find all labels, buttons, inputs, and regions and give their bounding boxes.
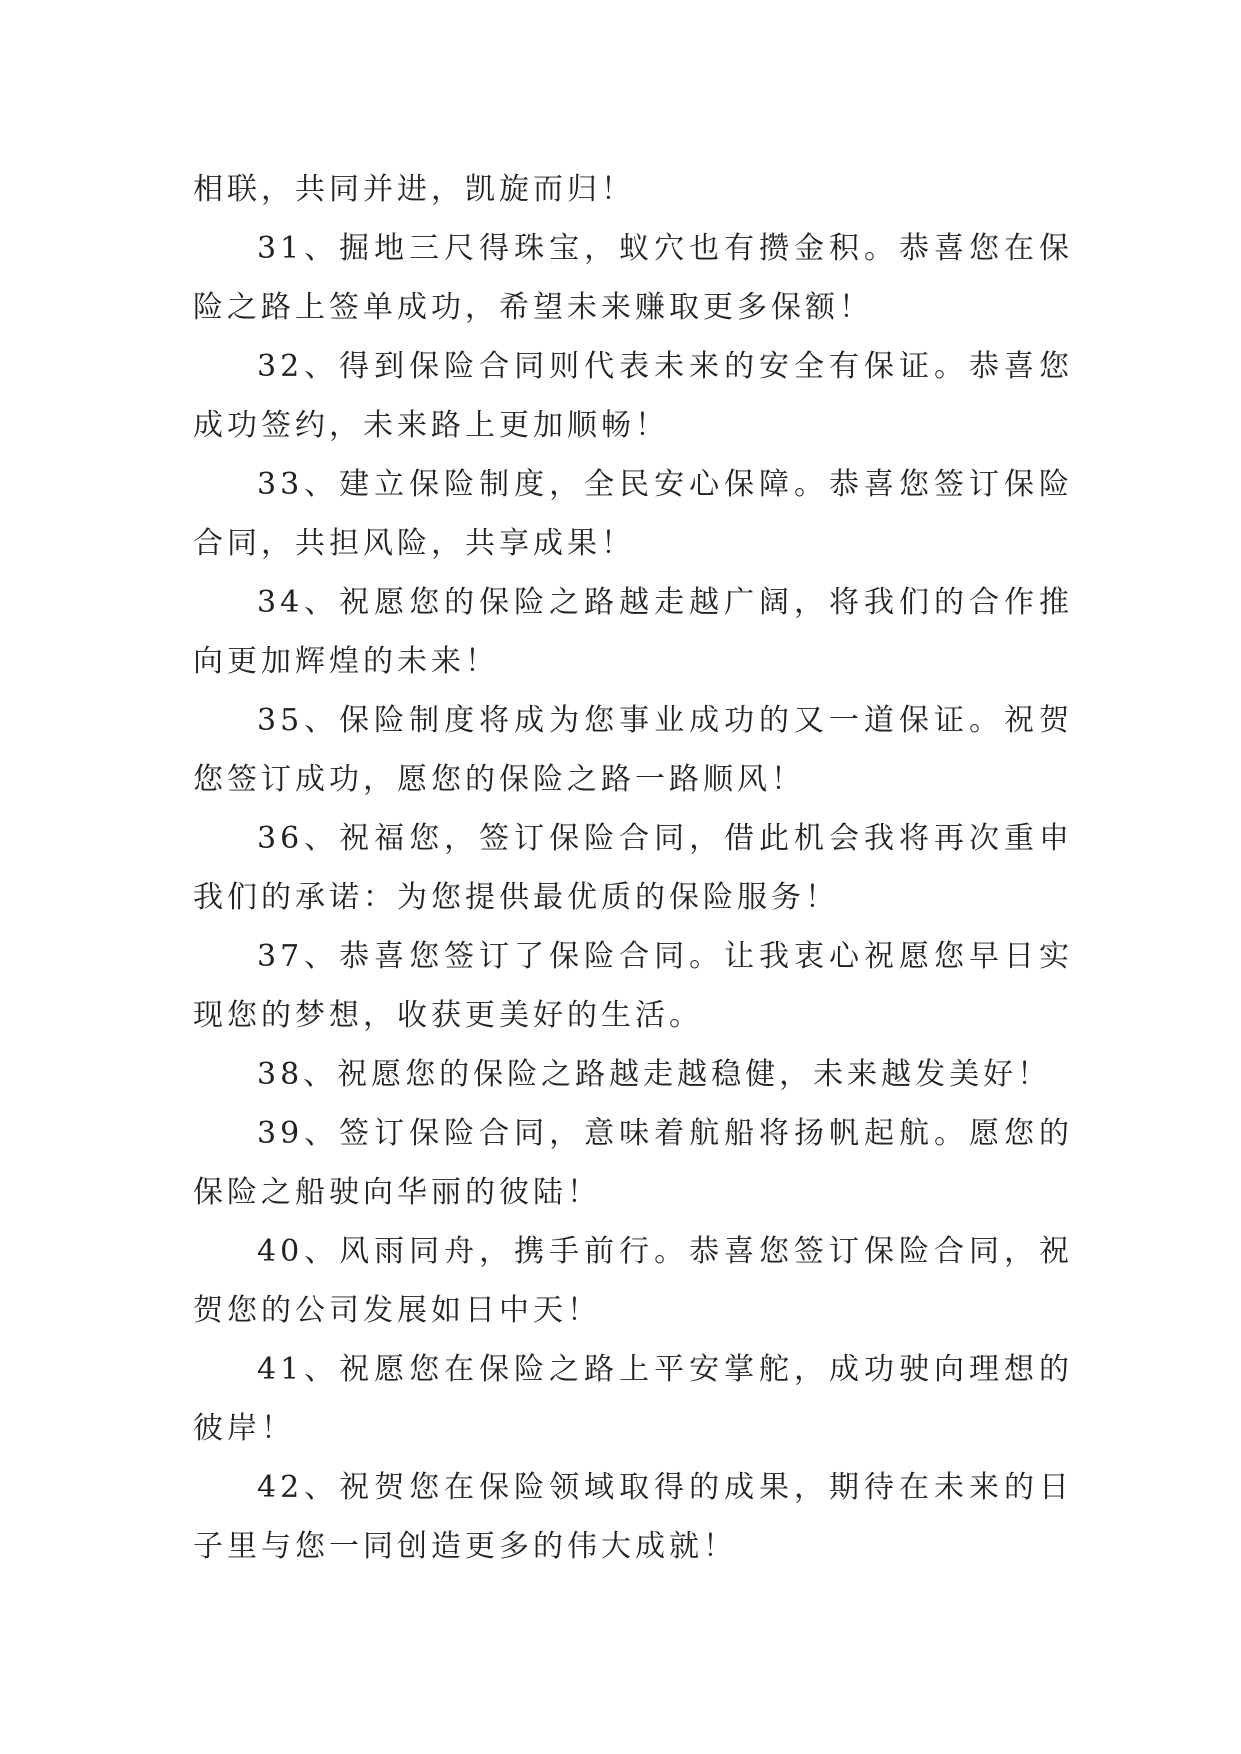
paragraph-40: 40、风雨同舟，携手前行。恭喜您签订保险合同，祝贺您的公司发展如日中天！ <box>193 1234 1073 1328</box>
paragraph-36: 36、祝福您，签订保险合同，借此机会我将再次重申我们的承诺：为您提供最优质的保险服务！ <box>193 821 1073 915</box>
paragraph-33: 33、建立保险制度，全民安心保障。恭喜您签订保险合同，共担风险，共享成果！ <box>193 467 1073 561</box>
paragraph-31: 31、掘地三尺得珠宝，蚁穴也有攒金积。恭喜您在保险之路上签单成功，希望未来赚取更多保额！ <box>193 231 1073 325</box>
paragraph-35: 35、保险制度将成为您事业成功的又一道保证。祝贺您签订成功，愿您的保险之路一路顺风！ <box>193 703 1073 797</box>
paragraph-41: 41、祝愿您在保险之路上平安掌舵，成功驶向理想的彼岸！ <box>193 1352 1073 1446</box>
paragraph-34: 34、祝愿您的保险之路越走越广阔，将我们的合作推向更加辉煌的未来！ <box>193 585 1073 679</box>
paragraph-39: 39、签订保险合同，意味着航船将扬帆起航。愿您的保险之船驶向华丽的彼陆！ <box>193 1116 1073 1210</box>
paragraph-42: 42、祝贺您在保险领域取得的成果，期待在未来的日子里与您一同创造更多的伟大成就！ <box>193 1470 1073 1564</box>
paragraph-continuation: 相联，共同并进，凯旋而归！ <box>193 172 635 207</box>
document-body <box>193 160 1073 1576</box>
paragraph-38: 38、祝愿您的保险之路越走越稳健，未来越发美好！ <box>257 1057 1052 1092</box>
paragraph-37: 37、恭喜您签订了保险合同。让我衷心祝愿您早日实现您的梦想，收获更美好的生活。 <box>193 939 1073 1033</box>
paragraph-32: 32、得到保险合同则代表未来的安全有保证。恭喜您成功签约，未来路上更加顺畅！ <box>193 349 1073 443</box>
